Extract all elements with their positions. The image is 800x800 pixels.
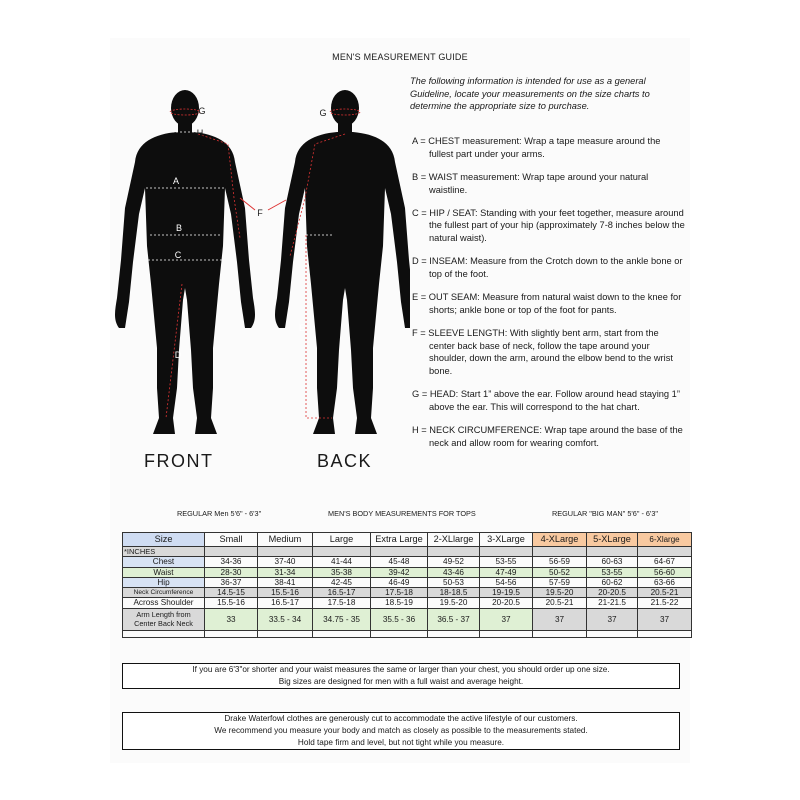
table-cell: 36-37 xyxy=(205,577,258,587)
definition-outseam: E = OUT SEAM: Measure from natural waist down to the knee for shorts; ankle bone or top of the foot for pants. xyxy=(412,292,682,315)
table-row-waist xyxy=(123,567,692,577)
body-figures xyxy=(110,88,410,438)
blank-row xyxy=(123,630,692,637)
table-cell: 19.5-20 xyxy=(428,598,480,608)
marker-d: D xyxy=(174,350,182,360)
table-cell: 34-36 xyxy=(205,557,258,567)
table-cell: 17.5-18 xyxy=(313,598,371,608)
sizing-note xyxy=(122,663,680,689)
table-cell: 15.5-16 xyxy=(205,598,258,608)
table-cell: 37 xyxy=(533,608,587,630)
front-label: FRONT xyxy=(144,451,214,471)
table-cell: 37 xyxy=(587,608,638,630)
back-label: BACK xyxy=(317,451,373,471)
regular-heading: REGULAR Men 5'6" - 6'3" xyxy=(177,509,262,518)
table-row-hip xyxy=(123,577,692,587)
table-cell: 37 xyxy=(480,608,533,630)
definition-waist: B = WAIST measurement: Wrap tape around your natural waistline. xyxy=(412,171,649,195)
fit-note-line2: We recommend you measure your body and match as closely as possible to the measurements stated. xyxy=(214,726,588,735)
table-cell: 35.5 - 36 xyxy=(371,608,428,630)
arm-label-line1: Arm Length from xyxy=(136,609,191,619)
page-title: MEN'S MEASUREMENT GUIDE xyxy=(332,52,468,62)
table-cell: 33 xyxy=(205,608,258,630)
table-cell: 64-67 xyxy=(638,557,692,567)
table-cell: 20-20.5 xyxy=(480,598,533,608)
header-cell: 2-XLlarge xyxy=(428,533,480,547)
table-cell: 46-49 xyxy=(371,577,428,587)
fit-note-line3: Hold tape firm and level, but not tight while you measure. xyxy=(297,738,505,747)
table-cell: 21.5-22 xyxy=(638,598,692,608)
table-row-arm-length xyxy=(123,608,692,630)
row-label: Neck Circumference xyxy=(123,588,205,598)
table-cell: 50-52 xyxy=(533,567,587,577)
table-cell: 39-42 xyxy=(371,567,428,577)
header-cell: Large xyxy=(313,533,371,547)
fit-note xyxy=(122,712,680,750)
table-row-shoulder xyxy=(123,598,692,608)
marker-e: E xyxy=(298,323,306,333)
intro-text: The following information is intended for use as a general Guideline, locate your measurements on the size charts to determine the appropriate size to purchase. xyxy=(410,76,650,112)
measurement-definitions xyxy=(412,135,687,460)
table-header-row xyxy=(123,533,692,547)
big-man-heading: REGULAR "BIG MAN" 5'6" - 6'3" xyxy=(552,509,659,518)
table-cell: 18-18.5 xyxy=(428,588,480,598)
marker-c: C xyxy=(174,250,182,260)
table-cell: 63-66 xyxy=(638,577,692,587)
marker-f: F xyxy=(257,208,263,218)
table-cell: 37-40 xyxy=(258,557,313,567)
row-label: Waist xyxy=(123,567,205,577)
table-cell: 21-21.5 xyxy=(587,598,638,608)
marker-g-back: G xyxy=(319,108,327,118)
definition-sleeve: F = SLEEVE LENGTH: With slightly bent arm, start from the center back base of neck, follow the tape around your shoulder, down the arm, around the elbow bend to the wrist bone. xyxy=(412,328,673,376)
table-row-neck xyxy=(123,588,692,598)
definition-hip: C = HIP / SEAT: Standing with your feet together, measure around the fullest part of your hip (approximately 7-8 inches below the natural waist). xyxy=(412,207,685,244)
table-cell: 37 xyxy=(638,608,692,630)
row-label: Across Shoulder xyxy=(123,598,205,608)
marker-h: H xyxy=(196,128,204,138)
table-cell: 43-46 xyxy=(428,567,480,577)
table-cell: 35-38 xyxy=(313,567,371,577)
table-cell: 53-55 xyxy=(480,557,533,567)
table-cell: 56-60 xyxy=(638,567,692,577)
table-cell: 20-20.5 xyxy=(587,588,638,598)
sizing-note-line2: Big sizes are designed for men with a full waist and average height. xyxy=(278,677,524,686)
table-cell: 56-59 xyxy=(533,557,587,567)
header-cell: 4-XLarge xyxy=(533,533,587,547)
table-cell: 16.5-17 xyxy=(258,598,313,608)
table-cell: 50-53 xyxy=(428,577,480,587)
header-cell: 6-Xlarge xyxy=(638,533,692,547)
definition-head: G = HEAD: Start 1” above the ear. Follow around head staying 1” above the ear. This will correspond to the hat chart. xyxy=(412,389,680,412)
fit-note-line1: Drake Waterfowl clothes are generously cut to accommodate the active lifestyle of our customers. xyxy=(224,714,578,723)
header-cell: Medium xyxy=(258,533,313,547)
units-row xyxy=(123,547,692,557)
units-cell: *INCHES xyxy=(123,547,205,557)
table-cell: 20.5-21 xyxy=(638,588,692,598)
table-cell: 33.5 - 34 xyxy=(258,608,313,630)
table-cell: 20.5-21 xyxy=(533,598,587,608)
table-cell: 34.75 - 35 xyxy=(313,608,371,630)
header-cell: Size xyxy=(123,533,205,547)
table-row-chest xyxy=(123,557,692,567)
sleeve-arrows xyxy=(240,198,286,210)
marker-g-front: G xyxy=(198,106,206,116)
definition-neck: H = NECK CIRCUMFERENCE: Wrap tape around the base of the neck and allow room for wearing comfort. xyxy=(412,425,683,448)
table-cell: 19.5-20 xyxy=(533,588,587,598)
table-cell: 36.5 - 37 xyxy=(428,608,480,630)
header-cell: Small xyxy=(205,533,258,547)
table-cell: 47-49 xyxy=(480,567,533,577)
marker-a: A xyxy=(172,176,180,186)
table-cell: 16.5-17 xyxy=(313,588,371,598)
marker-b: B xyxy=(175,223,183,233)
back-figure xyxy=(275,90,410,434)
row-label xyxy=(123,608,205,630)
table-cell: 31-34 xyxy=(258,567,313,577)
table-cell: 18.5-19 xyxy=(371,598,428,608)
size-table xyxy=(122,532,692,638)
definition-inseam: D = INSEAM: Measure from the Crotch down to the ankle bone or top of the foot. xyxy=(412,256,683,279)
table-cell: 60-63 xyxy=(587,557,638,567)
table-cell: 17.5-18 xyxy=(371,588,428,598)
table-cell: 60-62 xyxy=(587,577,638,587)
header-cell: 3-XLarge xyxy=(480,533,533,547)
front-figure xyxy=(115,90,255,434)
header-cell: 5-XLarge xyxy=(587,533,638,547)
table-cell: 14.5-15 xyxy=(205,588,258,598)
table-cell: 28-30 xyxy=(205,567,258,577)
table-cell: 41-44 xyxy=(313,557,371,567)
table-cell: 53-55 xyxy=(587,567,638,577)
definition-chest: A = CHEST measurement: Wrap a tape measure around the fullest part under your arms. xyxy=(412,136,661,159)
table-cell: 15.5-16 xyxy=(258,588,313,598)
table-cell: 42-45 xyxy=(313,577,371,587)
tops-heading: MEN'S BODY MEASUREMENTS FOR TOPS xyxy=(328,509,476,518)
header-cell: Extra Large xyxy=(371,533,428,547)
table-cell: 45-48 xyxy=(371,557,428,567)
table-cell: 19-19.5 xyxy=(480,588,533,598)
table-cell: 49-52 xyxy=(428,557,480,567)
table-cell: 38-41 xyxy=(258,577,313,587)
arm-label-line2: Center Back Neck xyxy=(134,619,193,629)
table-cell: 57-59 xyxy=(533,577,587,587)
sizing-note-line1: If you are 6'3"or shorter and your waist measures the same or larger than your chest, you should order up one size. xyxy=(192,665,610,674)
row-label: Hip xyxy=(123,577,205,587)
row-label: Chest xyxy=(123,557,205,567)
table-cell: 54-56 xyxy=(480,577,533,587)
